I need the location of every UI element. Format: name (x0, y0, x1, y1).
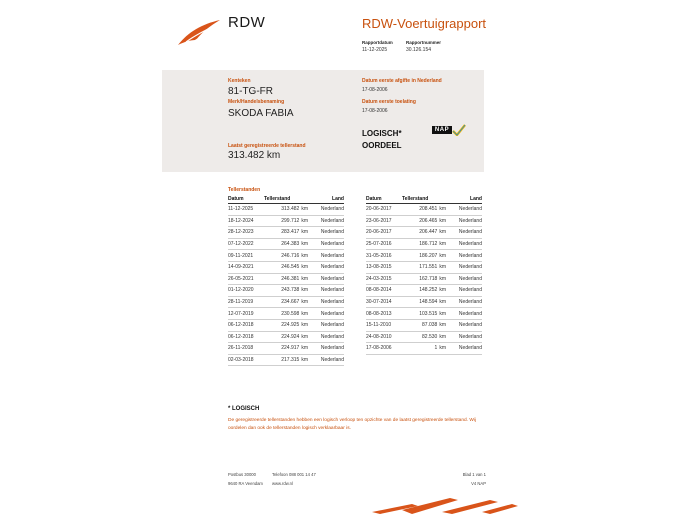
cell-date: 15-11-2010 (366, 319, 402, 331)
cell-reading (402, 296, 446, 308)
reading-unit: km (301, 252, 308, 259)
reading-unit: km (301, 345, 308, 352)
cell-country: Nederland (308, 319, 344, 331)
cell-date: 09-11-2021 (228, 250, 264, 262)
cell-country: Nederland (446, 250, 482, 262)
report-number-label: Rapportnummer (406, 40, 442, 45)
table-row (366, 343, 482, 355)
reading-value: 171.551 (419, 264, 438, 271)
reading-unit: km (439, 299, 446, 306)
table-row (366, 331, 482, 343)
table-header-row (366, 195, 482, 204)
footnote-title: * LOGISCH (228, 406, 260, 412)
cell-country: Nederland (308, 308, 344, 320)
table-row (228, 261, 344, 273)
reading-value: 299.712 (281, 217, 300, 224)
cell-reading (402, 227, 446, 239)
table-row (366, 204, 482, 216)
reading-value: 82.530 (422, 333, 438, 340)
cell-date: 06-12-2018 (228, 331, 264, 343)
reading-value: 224.917 (281, 345, 300, 352)
cell-country: Nederland (308, 343, 344, 355)
table-row (366, 319, 482, 331)
cell-date: 28-11-2019 (228, 296, 264, 308)
footer-website: www.rdw.nl (272, 481, 293, 486)
reading-unit: km (301, 322, 308, 329)
footer-address-2: 9640 RA Veendam (228, 481, 263, 486)
cell-country: Nederland (308, 204, 344, 216)
table-row (228, 285, 344, 297)
table-row (228, 250, 344, 262)
reading-unit: km (301, 217, 308, 224)
table-row (366, 273, 482, 285)
reading-value: 208.451 (419, 206, 438, 213)
reading-unit: km (439, 217, 446, 224)
table-row (228, 296, 344, 308)
cell-country: Nederland (446, 261, 482, 273)
reading-value: 264.383 (281, 241, 300, 248)
reading-unit: km (439, 287, 446, 294)
cell-reading (264, 261, 308, 273)
reading-value: 217.315 (281, 357, 300, 364)
reading-value: 283.417 (281, 229, 300, 236)
cell-country: Nederland (308, 261, 344, 273)
reading-value: 87.038 (422, 322, 438, 329)
cell-reading (402, 308, 446, 320)
cell-country: Nederland (446, 204, 482, 216)
footer-address-1: Postbus 30000 (228, 472, 256, 477)
cell-date: 08-08-2014 (366, 285, 402, 297)
reading-value: 1 (434, 345, 438, 352)
rdw-swoosh-icon (176, 18, 222, 48)
cell-reading (264, 227, 308, 239)
reading-unit: km (439, 229, 446, 236)
cell-date: 11-12-2025 (228, 204, 264, 216)
cell-reading (264, 354, 308, 366)
cell-country: Nederland (446, 296, 482, 308)
cell-reading (264, 273, 308, 285)
col-date: Datum (366, 195, 402, 204)
cell-country: Nederland (446, 227, 482, 239)
cell-reading (264, 343, 308, 355)
table-row (366, 215, 482, 227)
reading-value: 230.598 (281, 310, 300, 317)
reading-value: 246.381 (281, 275, 300, 282)
table-row (366, 250, 482, 262)
reading-unit: km (439, 264, 446, 271)
cell-country: Nederland (308, 354, 344, 366)
table-row (366, 296, 482, 308)
cell-country: Nederland (308, 227, 344, 239)
last-odometer: 313.482 km (228, 150, 281, 161)
table-row (366, 238, 482, 250)
reading-unit: km (301, 287, 308, 294)
cell-reading (402, 343, 446, 355)
table-row (228, 308, 344, 320)
reading-value: 186.207 (419, 252, 438, 259)
cell-reading (402, 215, 446, 227)
cell-date: 24-08-2010 (366, 331, 402, 343)
cell-date: 14-09-2021 (228, 261, 264, 273)
table-row (228, 331, 344, 343)
cell-date: 01-12-2020 (228, 285, 264, 297)
col-date: Datum (228, 195, 264, 204)
footnote-text: De geregistreerde tellerstanden hebben een logisch verloop ten opzichte van de laatst geregistreerde tellerstand. Wij oordelen dan ook de tellerstanden logisch verklaarbaar is. (228, 418, 476, 431)
cell-date: 13-08-2015 (366, 261, 402, 273)
col-country: Land (308, 195, 344, 204)
col-country: Land (446, 195, 482, 204)
reading-value: 224.925 (281, 322, 300, 329)
col-reading: Tellerstand (402, 195, 446, 204)
cell-reading (264, 238, 308, 250)
cell-reading (402, 204, 446, 216)
cell-country: Nederland (446, 308, 482, 320)
table-row (366, 227, 482, 239)
table-header-row (228, 195, 344, 204)
cell-country: Nederland (446, 285, 482, 297)
table-row (366, 285, 482, 297)
cell-country: Nederland (308, 250, 344, 262)
first-registration-nl: 17-08-2006 (362, 87, 388, 93)
cell-reading (264, 285, 308, 297)
cell-country: Nederland (446, 319, 482, 331)
reading-value: 313.482 (281, 206, 300, 213)
odometer-label: Laatst geregistreerde tellerstand (228, 143, 306, 149)
cell-reading (264, 250, 308, 262)
reading-value: 234.667 (281, 299, 300, 306)
document-title: RDW-Voertuigrapport (362, 16, 487, 31)
cell-date: 12-07-2019 (228, 308, 264, 320)
cell-date: 17-08-2006 (366, 343, 402, 355)
table-row (228, 319, 344, 331)
table-row (228, 238, 344, 250)
rdw-stripes-graphic (372, 496, 522, 514)
cell-reading (264, 331, 308, 343)
reading-value: 224.924 (281, 333, 300, 340)
reading-unit: km (301, 275, 308, 282)
cell-date: 28-12-2023 (228, 227, 264, 239)
table-row (366, 261, 482, 273)
table-row (228, 227, 344, 239)
footer-phone: Telefoon 088 001 14 47 (272, 472, 316, 477)
plate-label: Kenteken (228, 78, 251, 84)
reading-unit: km (301, 241, 308, 248)
reading-unit: km (439, 310, 446, 317)
cell-date: 18-12-2024 (228, 215, 264, 227)
cell-date: 25-07-2016 (366, 238, 402, 250)
reading-unit: km (301, 310, 308, 317)
cell-reading (264, 308, 308, 320)
reading-value: 206.465 (419, 217, 438, 224)
first-admission: 17-08-2006 (362, 108, 388, 114)
verdict-line1: LOGISCH* (362, 129, 402, 138)
cell-reading (402, 331, 446, 343)
report-date: 11-12-2025 (362, 47, 388, 53)
cell-reading (402, 261, 446, 273)
reading-unit: km (439, 275, 446, 282)
vehicle-make: SKODA FABIA (228, 108, 294, 119)
reading-value: 148.594 (419, 299, 438, 306)
cell-reading (264, 296, 308, 308)
cell-country: Nederland (308, 273, 344, 285)
license-plate: 81-TG-FR (228, 86, 273, 97)
table-row (228, 354, 344, 366)
table-row (366, 308, 482, 320)
reading-unit: km (301, 264, 308, 271)
reading-unit: km (439, 206, 446, 213)
cell-country: Nederland (308, 331, 344, 343)
cell-date: 07-12-2022 (228, 238, 264, 250)
cell-reading (402, 273, 446, 285)
cell-reading (264, 319, 308, 331)
first-registration-nl-label: Datum eerste afgifte in Nederland (362, 78, 442, 84)
odometer-table-title: Tellerstanden (228, 187, 261, 193)
reading-unit: km (439, 345, 446, 352)
cell-date: 08-08-2013 (366, 308, 402, 320)
table-row (228, 204, 344, 216)
cell-country: Nederland (446, 215, 482, 227)
reading-value: 246.545 (281, 264, 300, 271)
cell-country: Nederland (446, 343, 482, 355)
reading-value: 243.738 (281, 287, 300, 294)
reading-unit: km (301, 299, 308, 306)
checkmark-icon (452, 124, 466, 136)
verdict (362, 128, 422, 152)
cell-country: Nederland (308, 215, 344, 227)
cell-country: Nederland (308, 285, 344, 297)
reading-value: 186.712 (419, 241, 438, 248)
cell-reading (402, 285, 446, 297)
cell-country: Nederland (308, 238, 344, 250)
report-number: 30.126.154 (406, 47, 432, 53)
report-date-label: Rapportdatum (362, 40, 393, 45)
cell-country: Nederland (308, 296, 344, 308)
vehicle-summary-panel (162, 70, 484, 172)
reading-unit: km (439, 333, 446, 340)
reading-unit: km (301, 357, 308, 364)
cell-reading (402, 238, 446, 250)
first-admission-label: Datum eerste toelating (362, 99, 416, 105)
reading-unit: km (439, 252, 446, 259)
cell-date: 20-06-2017 (366, 227, 402, 239)
table-row (228, 273, 344, 285)
cell-country: Nederland (446, 331, 482, 343)
reading-value: 162.718 (419, 275, 438, 282)
col-reading: Tellerstand (264, 195, 308, 204)
reading-unit: km (439, 241, 446, 248)
cell-date: 26-05-2021 (228, 273, 264, 285)
cell-country: Nederland (446, 238, 482, 250)
cell-date: 23-06-2017 (366, 215, 402, 227)
brand-name: RDW (228, 14, 266, 31)
reading-value: 103.515 (419, 310, 438, 317)
odometer-table-left (228, 195, 344, 366)
reading-unit: km (301, 333, 308, 340)
make-label: Merk/Handelsbenaming (228, 99, 285, 105)
reading-unit: km (439, 322, 446, 329)
table-row (228, 343, 344, 355)
reading-value: 148.252 (419, 287, 438, 294)
reading-unit: km (301, 229, 308, 236)
nap-logo: NAP (432, 126, 452, 134)
odometer-table-right (366, 195, 482, 355)
footer-version: V4 NAP (471, 481, 486, 486)
cell-reading (402, 319, 446, 331)
cell-date: 31-05-2016 (366, 250, 402, 262)
cell-date: 24-03-2015 (366, 273, 402, 285)
cell-date: 26-11-2018 (228, 343, 264, 355)
cell-date: 02-03-2018 (228, 354, 264, 366)
cell-date: 30-07-2014 (366, 296, 402, 308)
cell-reading (402, 250, 446, 262)
cell-date: 20-06-2017 (366, 204, 402, 216)
footer-page: Blad 1 van 1 (462, 472, 486, 477)
verdict-line2: OORDEEL (362, 141, 402, 150)
cell-reading (264, 215, 308, 227)
reading-unit: km (301, 206, 308, 213)
cell-country: Nederland (446, 273, 482, 285)
reading-value: 246.716 (281, 252, 300, 259)
reading-value: 206.447 (419, 229, 438, 236)
cell-reading (264, 204, 308, 216)
table-row (228, 215, 344, 227)
cell-date: 06-12-2018 (228, 319, 264, 331)
